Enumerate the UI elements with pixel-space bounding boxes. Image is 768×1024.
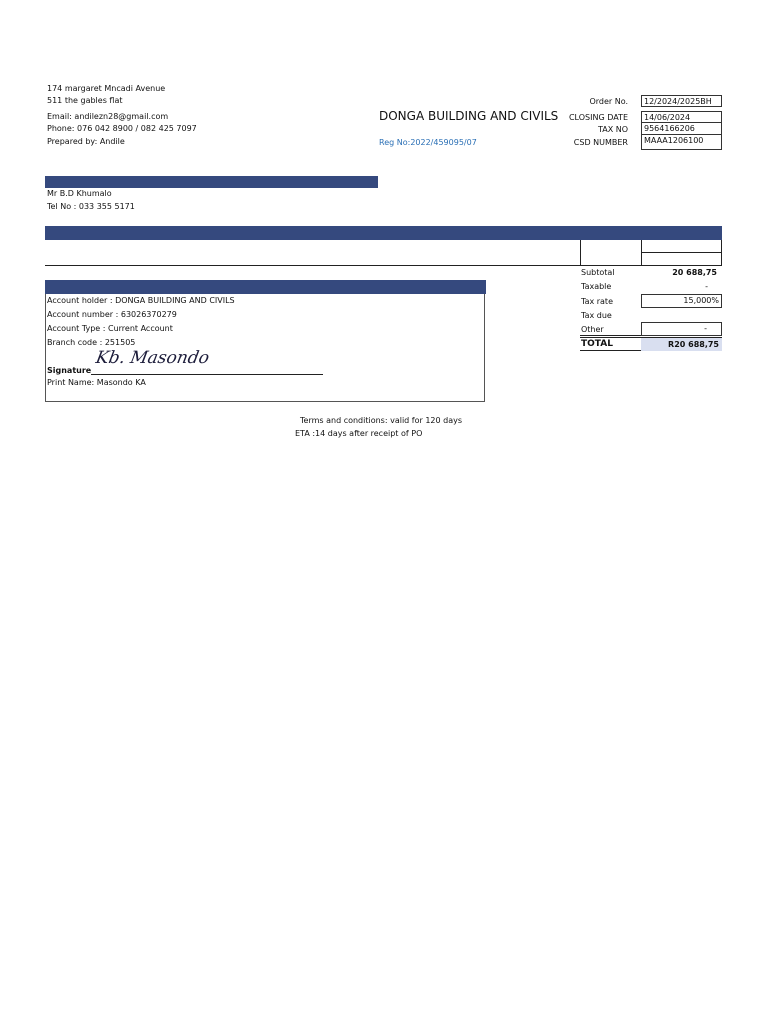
terms-line1: Terms and conditions: valid for 120 days	[300, 416, 463, 425]
total-label: TOTAL	[581, 339, 613, 349]
order-no-label: Order No.	[589, 97, 628, 106]
other-value[interactable]: -	[641, 322, 722, 336]
branch-code: Branch code : 251505	[47, 338, 136, 347]
tax-rate-value[interactable]: 15,000%	[641, 294, 722, 308]
sender-email: Email: andilezn28@gmail.com	[47, 112, 169, 121]
subtotal-label: Subtotal	[581, 268, 615, 277]
handwritten-signature: Kb. Masondo	[94, 348, 211, 368]
banking-header-bar	[45, 280, 486, 294]
items-bottom-line	[45, 265, 722, 266]
csd-number-label: CSD NUMBER	[573, 138, 628, 147]
account-type: Account Type : Current Account	[47, 324, 173, 333]
taxable-label: Taxable	[581, 282, 612, 291]
tax-no-label: TAX NO	[597, 125, 628, 134]
items-col-divider-1	[580, 240, 581, 266]
sender-address-line1: 174 margaret Mncadi Avenue	[47, 84, 166, 93]
sender-address-line2: 511 the gables flat	[47, 96, 123, 105]
tax-rate-label: Tax rate	[581, 297, 613, 306]
closing-date-value: 14/06/2024	[641, 111, 722, 123]
total-label-underline	[580, 350, 641, 351]
sender-phone: Phone: 076 042 8900 / 082 425 7097	[47, 124, 197, 133]
client-name: Mr B.D Khumalo	[47, 189, 112, 198]
account-number: Account number : 63026370279	[47, 310, 177, 319]
taxable-value: -	[705, 282, 708, 291]
other-label: Other	[581, 325, 604, 334]
csd-number-value: MAAA1206100	[641, 135, 722, 150]
closing-date-label: CLOSING DATE	[568, 113, 628, 122]
total-value: R20 688,75	[641, 338, 722, 351]
client-tel: Tel No : 033 355 5171	[47, 202, 135, 211]
other-underline	[580, 335, 641, 336]
subtotal-value: 20 688,75	[672, 268, 717, 277]
terms-line2: ETA :14 days after receipt of PO	[295, 429, 423, 438]
tax-no-value: 9564166206	[641, 123, 722, 135]
items-col-divider-2	[641, 240, 642, 266]
sender-prepared-by: Prepared by: Andile	[47, 137, 125, 146]
company-reg-no: Reg No:2022/459095/07	[379, 138, 477, 147]
items-col-divider-3	[721, 240, 722, 266]
signature-label: Signature	[47, 366, 92, 375]
account-holder: Account holder : DONGA BUILDING AND CIVILS	[47, 296, 235, 305]
signature-line	[91, 374, 323, 375]
order-no-value: 12/2024/2025BH	[641, 95, 722, 107]
items-cell-line	[641, 252, 722, 253]
client-header-bar	[45, 176, 378, 188]
print-name: Print Name: Masondo KA	[47, 378, 146, 387]
tax-due-label: Tax due	[581, 311, 612, 320]
items-header-bar	[45, 226, 722, 240]
company-name: DONGA BUILDING AND CIVILS	[379, 109, 559, 123]
